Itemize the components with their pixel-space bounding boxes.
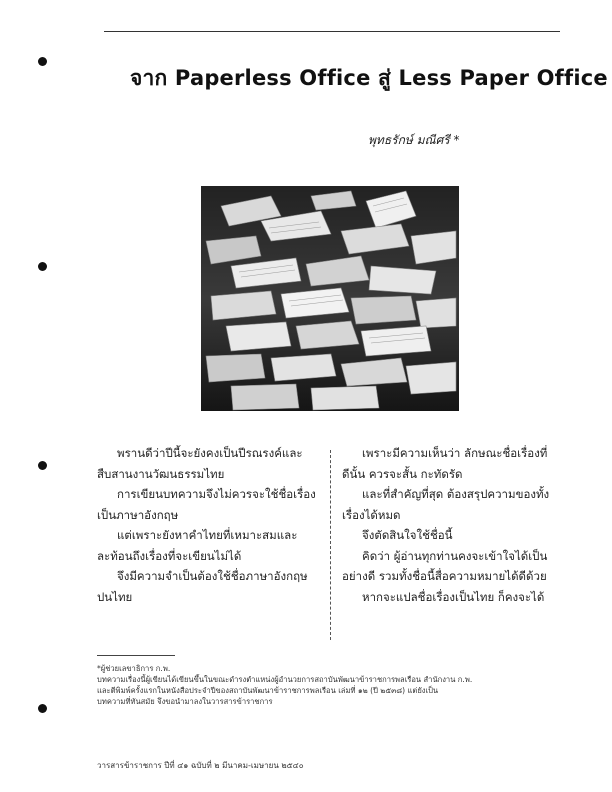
body-line: เป็นภาษาอังกฤษ (97, 507, 179, 522)
footnote-line: และตีพิมพ์ครั้งแรกในหนังสือประจำปีของสถาบันพัฒนาข้าราชการพลเรือน เล่มที่ ๑๒ (ปี ๒๕๓๘) แต่ยังเป็น (97, 686, 439, 695)
body-line: ปนไทย (97, 589, 133, 604)
footnote-line: บทความที่ทันสมัย จึงขอนำมาลงในวารสารข้าราชการ (97, 697, 273, 706)
body-line: การเขียนบทความจึงไม่ควรจะใช้ชื่อเรื่อง (117, 487, 316, 501)
body-line: และที่สำคัญที่สุด ต้องสรุปความของทั้ง (362, 487, 550, 501)
footnote-line: บทความเรื่องนี้ผู้เขียนได้เขียนขึ้นในขณะดำรงตำแหน่งผู้อำนวยการสถาบันพัฒนาข้าราชการพลเรือน สำนักงาน ก.พ. (97, 675, 473, 684)
body-line: สืบสานงานวัฒนธรรมไทย (97, 466, 225, 481)
body-line: จึงตัดสินใจใช้ชื่อนี้ (362, 528, 453, 542)
footnote-line: *ผู้ช่วยเลขาธิการ ก.พ. (97, 664, 171, 673)
body-line: คิดว่า ผู้อ่านทุกท่านคงจะเข้าใจได้เป็น (362, 548, 548, 563)
footnote (97, 663, 567, 707)
article-title: จาก Paperless Office สู่ Less Paper Office (130, 66, 608, 90)
body-line: ละท้อนถึงเรื่องที่จะเขียนไม่ได้ (97, 548, 242, 563)
body-right-column (342, 443, 567, 607)
body-line: เพราะมีความเห็นว่า ลักษณะชื่อเรื่องที่ (362, 446, 548, 460)
punch-hole-upper-middle (38, 262, 47, 271)
body-line: หากจะแปลชื่อเรื่องเป็นไทย ก็คงจะได้ (362, 589, 545, 604)
journal-footer: วารสารข้าราชการ ปีที่ ๔๑ ฉบับที่ ๒ มีนาคม-เมษายน ๒๕๔๐ (97, 761, 304, 770)
body-line: เรื่องได้หมด (342, 507, 401, 522)
page-top-rule (104, 31, 560, 32)
body-line: พรานดีว่าปีนี้จะยังคงเป็นปีรณรงค์และ (117, 446, 303, 460)
punch-hole-bottom (38, 704, 47, 713)
body-line: แต่เพราะยังหาคำไทยที่เหมาะสมและ (117, 528, 298, 542)
column-divider (330, 450, 331, 640)
punch-hole-top (38, 57, 47, 66)
article-author: พุทธรักษ์ มณีศรี * (368, 133, 460, 147)
punch-hole-lower-middle (38, 461, 47, 470)
scattered-papers-photo (201, 186, 459, 411)
body-left-column (97, 443, 316, 607)
body-line: อย่างดี รวมทั้งชื่อนี้สื่อความหมายได้ดีด้วย (342, 569, 547, 583)
body-line: จึงมีความจำเป็นต้องใช้ชื่อภาษาอังกฤษ (117, 569, 308, 583)
body-line: ดีนั้น ควรจะสั้น กะทัดรัด (342, 466, 463, 481)
footnote-rule (97, 655, 175, 656)
